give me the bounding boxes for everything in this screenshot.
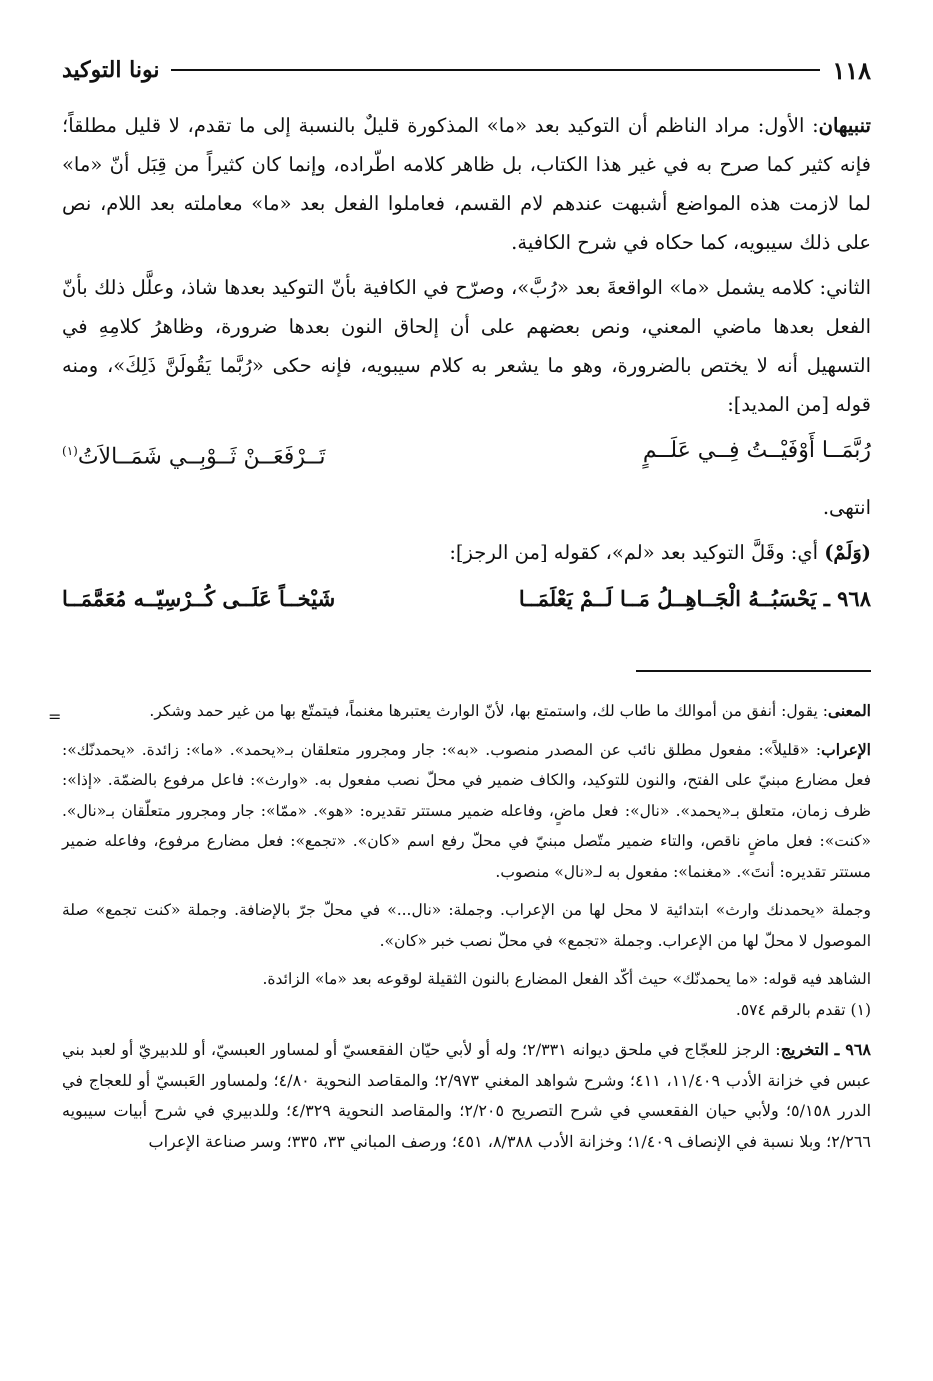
footnotes	[48, 696, 872, 1165]
lam-keyword: (وَلَمْ)	[824, 541, 871, 565]
footnote-divider	[636, 670, 871, 672]
takhrij-heading: ٩٦٨ ـ التخريج	[780, 1040, 871, 1059]
verse-968-second-hemistich: شَيْخــاً عَلَــى كُــرْسِيّــه مُعَمَّمَــا	[62, 586, 336, 612]
intaha-line: انتهى.	[822, 496, 871, 520]
lam-text: أي: وقَلَّ التوكيد بعد «لم»، كقوله [من الرجز]:	[449, 541, 825, 565]
header-rule	[171, 69, 820, 71]
maana-text: : يقول: أنفق من أموالك ما طاب لك، واستمتع بها، لأنّ الوارث يعتبرها مغنماً، فيتمتّع بها من غير حمد وشكر.	[149, 702, 828, 720]
maana-note	[62, 696, 871, 727]
irab-note	[62, 735, 871, 888]
page-header	[62, 50, 871, 90]
footnote-1: (١) تقدم بالرقم ٥٧٤.	[735, 1000, 871, 1019]
paragraph-tanbihan	[62, 106, 871, 262]
verse-968-first-wrap	[519, 578, 871, 620]
verse-madid	[62, 430, 871, 478]
verse-968	[62, 578, 871, 620]
verse-number: ٩٦٨ ـ	[823, 586, 871, 612]
footnote-marker: (١)	[62, 444, 78, 458]
verse-madid-second-hemistich: تَــرْفَعَــنْ ثَــوْبِــي شَمَــالاَتُ	[77, 444, 326, 470]
running-title: نونا التوكيد	[62, 57, 160, 83]
paragraph-second: الثاني: كلامه يشمل «ما» الواقعةَ بعد «رُبَّ»، وصرّح في الكافية بأنّ التوكيد بعدها شاذ، وعلَّل ذلك بأنّ الفعل بعدها ماضي المعني، ونص بعضهم على أن إلحاق النون بعدها ضرورة، وظاهرُ كلامِهِ في التسهيل أنه لا يختص بالضرورة، وهو ما يشعر به كلام سيبويه، فإنه حكى «رُبَّما يَقُولَنَّ ذَلِكَ»، ومنه قوله [من المديد]:	[62, 276, 871, 416]
verse-madid-first-hemistich: رُبَّمَــا أَوْفَيْــتُ فِــي عَلَــمٍ	[642, 438, 871, 463]
verse-968-first-hemistich: يَحْسَبُــهُ الْجَــاهِــلُ مَــا لَــمْ يَعْلَمَــا	[518, 586, 817, 612]
maana-heading: المعنى	[827, 701, 871, 720]
takhrij-note	[62, 1035, 871, 1157]
shahid-note: الشاهد فيه قوله: «ما يحمدنّك» حيث أكّد الفعل المضارع بالنون الثقيلة لوقوعه بعد «ما» الزائدة.	[262, 970, 871, 988]
tanbihan-text: : الأول: مراد الناظم أن التوكيد بعد «ما» المذكورة قليلٌ بالنسبة إلى ما تقدم، لا قليل مطلقاً؛ فإنه كثير كما صرح به في غير هذا الكتاب، بل ظاهر كلامه اطّراده، وإنما كان كثيراً من قِبَل أنّ «ما» لما لازمت هذه المواضع أشبهت عندهم لام القسم، فعاملوا الفعل بعد «ما» معاملته بعد اللام، نص على ذلك سيبويه، كما حكاه في شرح الكافية.	[62, 114, 871, 254]
main-text	[62, 106, 871, 630]
page-number: ١١٨	[832, 55, 871, 85]
verse-madid-second-hemistich-wrap	[62, 430, 325, 478]
jumal-note: وجملة «يحمدنك وارث» ابتدائية لا محل لها من الإعراب. وجملة: «نال...» في محلّ جرّ بالإضافة. وجملة «كنت تجمع» صلة الموصول لا محلّ لها من الإعراب. وجملة «تجمع» في محلّ نصب خبر «كان».	[62, 901, 871, 950]
irab-text: : «قليلاً»: مفعول مطلق نائب عن المصدر منصوب. «به»: جار ومجرور متعلقان بـ«يحمد». «ما»: زائدة. «يحمدنّك»: فعل مضارع مبنيّ على الفتح، والنون للتوكيد، والكاف ضمير في محلّ نصب مفعول به. «وارث»: فاعل مرفوع بالضمّة. «إذا»: ظرف زمان، متعلق بـ«يحمد». «نال»: فعل ماضٍ، وفاعله ضمير مستتر تقديره: «هو». «ممّا»: جار ومجرور متعلّقان بـ«نال». «كنت»: فعل ماضٍ ناقص، والتاء ضمير متّصل مبنيّ في محلّ رفع اسم «كان». «تجمع»: فعل مضارع مرفوع، وفاعله ضمير مستتر تقديره: أنتَ». «مغنما»: مفعول به لـ«نال» منصوب.	[62, 740, 871, 881]
tanbihan-heading: تنبيهان	[818, 114, 871, 137]
irab-heading: الإعراب	[821, 739, 871, 759]
takhrij-text: : الرجز للعجّاج في ملحق ديوانه ٢/٣٣١؛ وله أو لأبي حيّان الفقعسيّ أو لمساور العبسيّ، أو للدبيريّ أو لعبد بني عبس في خزانة الأدب ١١/٤٠٩، ٤١١؛ وشرح شواهد المغني ٢/٩٧٣؛ والمقاصد النحوية ٤/٨٠؛ ولمساور العَبسيّ أو للعجاج في الدرر ٥/١٥٨؛ ولأبي حيان الفقعسي في شرح التصريح ٢/٢٠٥؛ والمقاصد النحوية ٤/٣٢٩؛ وللدبيري في شرح أبيات سيبويه ٢/٢٦٦؛ وبلا نسبة في الإنصاف ١/٤٠٩؛ وخزانة الأدب ٨/٣٨٨، ٤٥١؛ ورصف المباني ٣٣، ٣٣٥؛ وسر صناعة الإعراب	[62, 1040, 872, 1151]
lam-line	[62, 533, 871, 572]
continuation-mark: =	[48, 707, 62, 726]
